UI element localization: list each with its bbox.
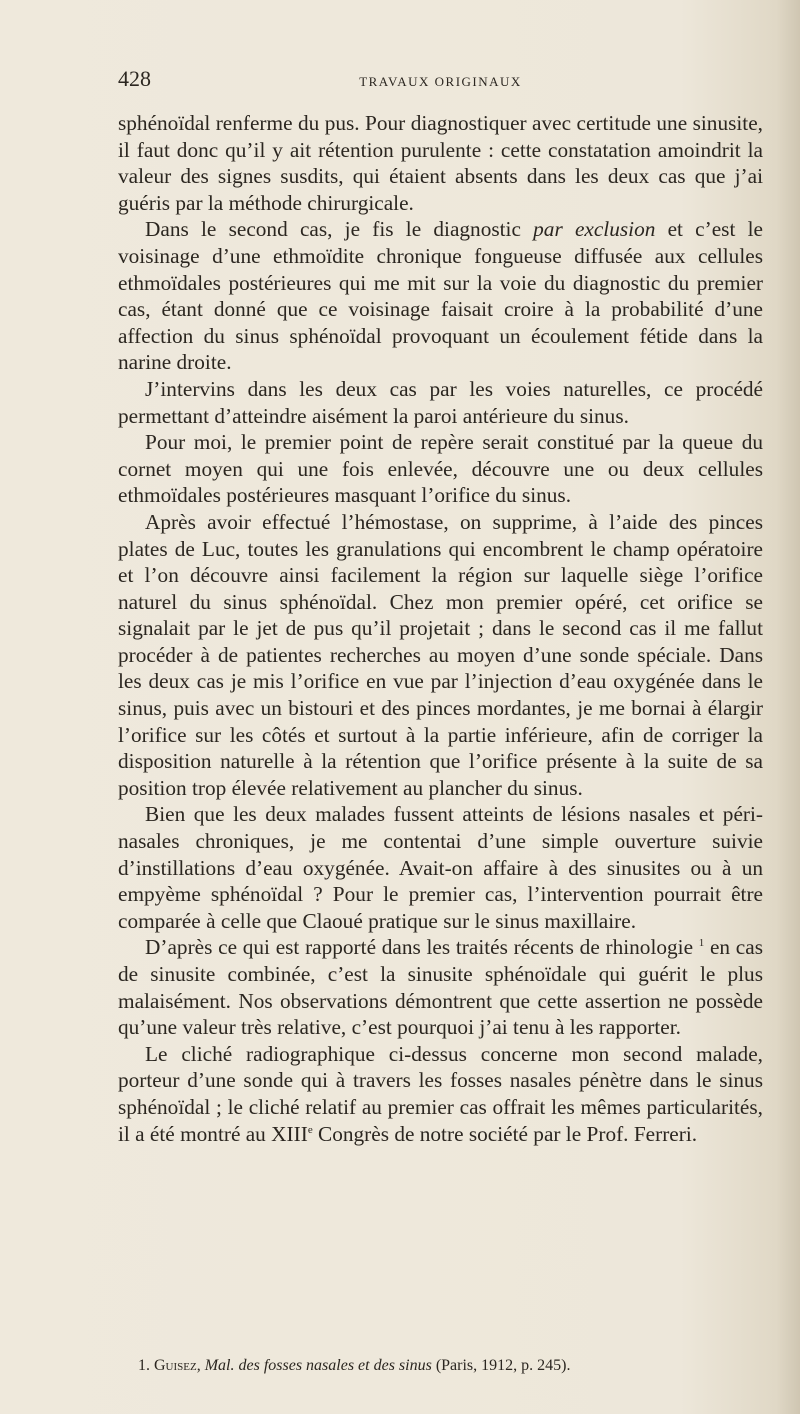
paragraph: Dans le second cas, je fis le diagnostic par exclusion et c’est le voisinage d’une ethmoïdite chronique fongueuse diffusée aux cellules ethmoïdales postérieures qui me mit sur la voie du diagnostic du premier cas, étant donné que ce voisinage faisait croire à la probabilité d’une affection du sinus sphénoïdal provoquant un écoulement fétide dans la narine droite.: [118, 217, 763, 375]
footnote-author: Guisez,: [154, 1357, 201, 1374]
footnote-title: Mal. des fosses nasales et des sinus: [204, 1357, 432, 1374]
body-text: [118, 110, 763, 1147]
paragraph: Bien que les deux malades fussent atteints de lésions nasales et péri-nasales chroniques, je me contentai d’une simple ouverture suivie d’instillations d’eau oxygénée. Avait-on affaire à des sinusites ou à un empyème sphénoïdal ? Pour le premier cas, l’intervention pourrait être comparée à celle que Claoué pratique sur le sinus maxillaire.: [118, 802, 763, 933]
page-number: 428: [118, 66, 151, 91]
paragraph: Après avoir effectué l’hémostase, on supprime, à l’aide des pinces plates de Luc, toutes les granulations qui encombrent le champ opératoire et l’on découvre ainsi facilement la région sur laquelle siège l’orifice naturel du sinus sphénoïdal. Chez mon premier opéré, cet orifice se signalait par le jet de pus qu’il projetait ; dans le second cas il me fallut procéder à de patientes recherches au moyen d’une sonde spéciale. Dans les deux cas je mis l’orifice en vue par l’injection d’eau oxygénée dans le sinus, puis avec un bistouri et des pinces mordantes, je me bornai à élargir l’orifice sur les côtés et surtout à la partie inférieure, afin de corriger la disposition naturelle à la rétention que l’orifice présente à la suite de sa position trop élevée relativement au plancher du sinus.: [118, 509, 763, 800]
footnote-reference: (Paris, 1912, p. 245).: [435, 1357, 571, 1374]
paragraph: Pour moi, le premier point de repère serait constitué par la queue du cornet moyen qui une fois enlevée, découvre une ou deux cellules ethmoïdales postérieures masquant l’orifice du sinus.: [118, 430, 763, 508]
page-header: [118, 66, 763, 96]
footnote-number: 1.: [138, 1357, 150, 1374]
running-head: TRAVAUX ORIGINAUX: [359, 74, 522, 89]
paragraph: sphénoïdal renferme du pus. Pour diagnostiquer avec certitude une sinusite, il faut donc qu’il y ait rétention purulente : cette constatation amoindrit la valeur des signes susdits, qui étaient absents dans les deux cas que j’ai guéris par la méthode chirurgicale.: [118, 111, 763, 215]
superscript: e: [307, 1123, 313, 1136]
footnote: [118, 1356, 763, 1376]
paragraph: D’après ce qui est rapporté dans les traités récents de rhinologie $^1$ en cas de sinusite combinée, c’est la sinusite sphénoïdale qui guérit le plus malaisément. Nos observations démontrent que cette assertion ne possède qu’une valeur très relative, c’est pourquoi j’ai tenu à les rapporter.: [118, 935, 763, 1040]
emphasis: par exclusion: [533, 217, 656, 242]
paragraph: Le cliché radiographique ci-dessus concerne mon second malade, porteur d’une sonde qui à travers les fosses nasales pénètre dans le sinus sphénoïdal ; le cliché relatif au premier cas offrait les mêmes particularités, il a été montré au XIIIe Congrès de notre société par le Prof. Ferreri.: [118, 1041, 763, 1146]
footnote-marker: 1: [698, 937, 705, 950]
paragraph: J’intervins dans les deux cas par les voies naturelles, ce procédé permettant d’atteindre aisément la paroi antérieure du sinus.: [118, 376, 763, 428]
